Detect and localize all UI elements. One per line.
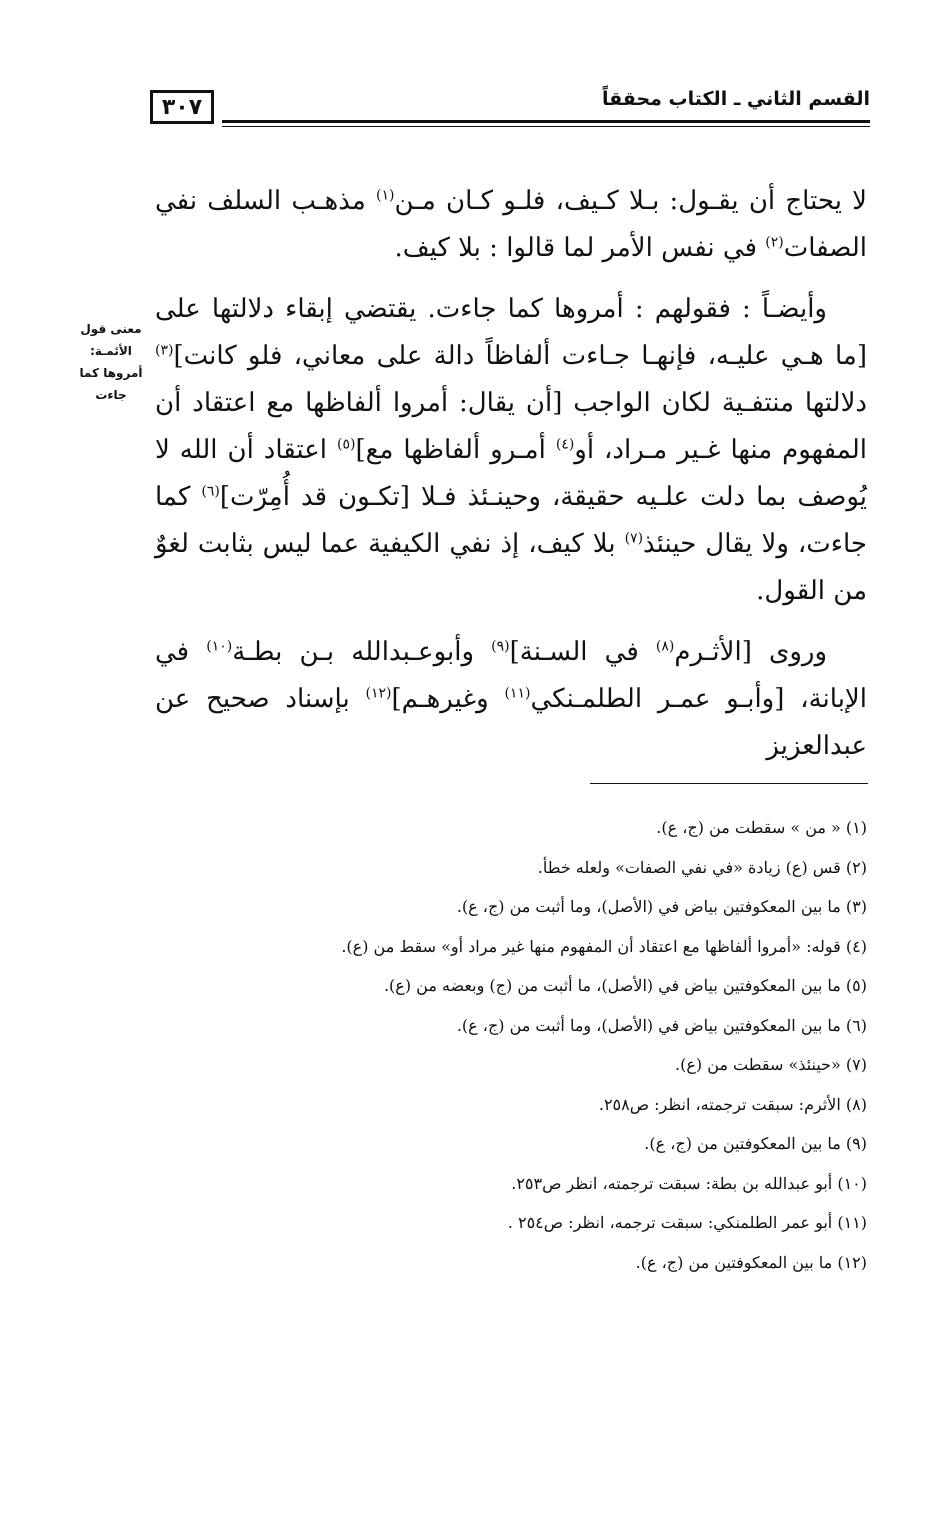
text-run: بلا كيف، إذ نفي الكيفية عما ليس بثابت لغوٌ من القول. — [155, 529, 867, 606]
body-paragraph — [155, 178, 867, 272]
footnote-marker: (٩) — [491, 638, 510, 655]
header-title: القسم الثاني ـ الكتاب محققاً — [601, 88, 870, 110]
text-run: بإسناد صحيح عن عبدالعزيز — [155, 684, 867, 761]
footnote-separator — [590, 783, 868, 784]
footnote-marker: (٥) — [337, 436, 356, 453]
text-run: وروى [الأثـرم — [674, 637, 828, 667]
body-paragraph — [155, 286, 867, 615]
text-run: في السـنة] — [509, 637, 656, 667]
text-run: كما جاءت، ولا يقال حينئذ — [155, 482, 867, 559]
text-run: في الإبانة، [وأبـو عمـر الطلمـنكي — [155, 637, 867, 714]
footnote-marker: (٤) — [555, 436, 575, 453]
footnote: (٣) ما بين المعكوفتين بياض في (الأصل)، وما أثبت من (ج، ع). — [456, 897, 867, 916]
footnote: (٧) «حينئذ» سقطت من (ع). — [675, 1055, 867, 1074]
header-rule-thick — [222, 120, 870, 123]
margin-note-line: الأئمـة: — [90, 344, 132, 358]
footnote-marker: (٧) — [624, 530, 644, 547]
footnote: (١١) أبو عمر الطلمنكي: سبقت ترجمه، انظر: ص٢٥٤ . — [507, 1213, 867, 1232]
footnote-marker: (٦) — [201, 483, 220, 500]
main-text — [155, 178, 867, 784]
text-run: وأبوعـبدالله بـن بطـة — [232, 637, 492, 667]
footnote-marker: (٨) — [655, 638, 675, 655]
footnote-marker: (١١) — [504, 685, 531, 702]
footnote-marker: (٣) — [155, 342, 174, 359]
margin-note-line: جاءت — [95, 388, 127, 402]
page-number: ٣٠٧ — [150, 90, 214, 124]
body-paragraph — [155, 629, 867, 770]
text-run: مذهـب السلف نفي الصفات — [155, 186, 867, 263]
footnote-marker: (١٢) — [365, 685, 392, 702]
text-run: وغيرهـم] — [391, 684, 505, 714]
footnote: (٨) الأثرم: سبقت ترجمته، انظر: ص٢٥٨. — [598, 1094, 867, 1114]
footnote: (١) « من » سقطت من (ج، ع). — [656, 818, 867, 837]
footnote: (٤) قوله: «أمروا ألفاظها مع اعتقاد أن المفهوم منها غير مراد أو» سقط من (ع). — [341, 936, 867, 956]
text-run: أمـرو ألفاظها مع] — [355, 435, 556, 465]
footnote: (١٢) ما بين المعكوفتين من (ج، ع). — [635, 1252, 867, 1272]
margin-note — [70, 318, 152, 406]
footnote: (٥) ما بين المعكوفتين بياض في (الأصل)، ما أثبت من (ج) وبعضه من (ع). — [383, 976, 867, 995]
margin-note-line: معنى قول — [80, 322, 142, 336]
footnote: (٢) قس (ع) زيادة «في نفي الصفات» ولعله خطأ. — [537, 857, 867, 877]
footnote: (٦) ما بين المعكوفتين بياض في (الأصل)، وما أثبت من (ج، ع). — [456, 1015, 867, 1035]
text-run: دلالتها منتفـية لكان الواجب [أن يقال: أمروا ألفاظها مع اعتقاد أن المفهوم منها غـير مـراد، أو — [155, 388, 867, 465]
footnote: (٩) ما بين المعكوفتين من (ج، ع). — [644, 1134, 867, 1153]
text-run: في نفس الأمر لما قالوا : بلا كيف. — [394, 233, 766, 263]
footnote-marker: (١٠) — [206, 638, 233, 655]
text-run: لا يحتاج أن يقـول: بـلا كـيف، فلـو كـان مـن — [394, 186, 867, 216]
text-run: اعتقاد أن الله لا يُوصف بما دلت علـيه حقيقة، وحينـئذ فـلا [تكـون قد أُمِرّت] — [155, 435, 867, 512]
footnote-marker: (١) — [376, 187, 395, 204]
footnotes — [200, 808, 867, 1282]
margin-note-line: أمروها كما — [79, 366, 143, 380]
footnote-marker: (٢) — [765, 234, 784, 251]
header-rule-thin — [222, 126, 870, 127]
text-run: وأيضـاً : فقولهم : أمروها كما جاءت. يقتضي إبقاء دلالتها على [ما هـي عليـه، فإنهـا جـاءت ألفاظاً دالة على معاني، فلو كانت] — [155, 294, 867, 371]
footnote: (١٠) أبو عبدالله بن بطة: سبقت ترجمته، انظر ص٢٥٣. — [511, 1173, 867, 1193]
running-header — [150, 82, 870, 132]
